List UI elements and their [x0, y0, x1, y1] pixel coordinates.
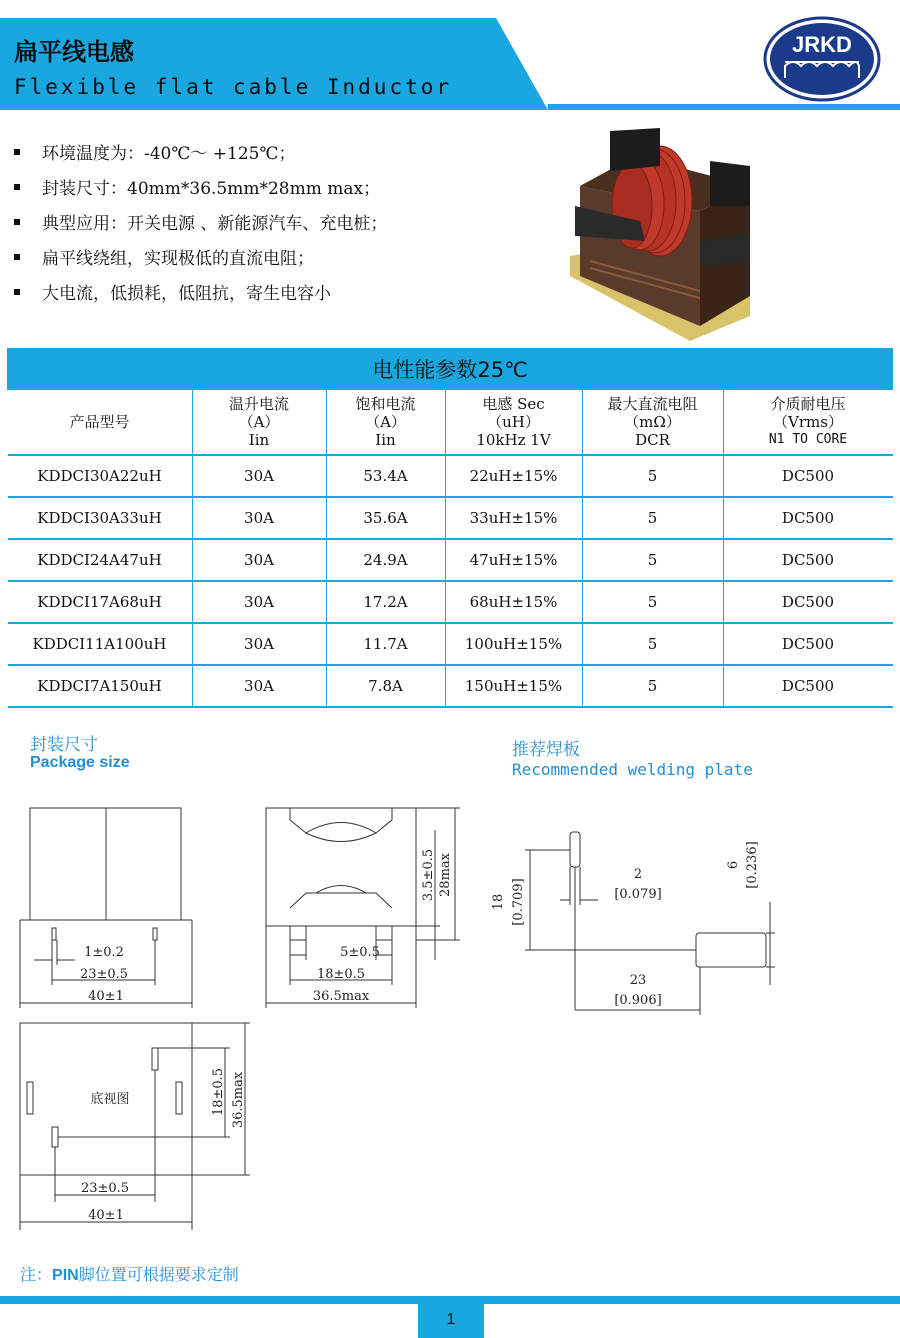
- dim-weld-span-mm: 23: [629, 973, 647, 988]
- table-row: KDDCI30A22uH 30A 53.4A 22uH±15% 5 DC500: [8, 455, 893, 497]
- table-row: KDDCI11A100uH 30A 11.7A 100uH±15% 5 DC500: [8, 623, 893, 665]
- dim-front-pin-span: 23±0.5: [79, 967, 129, 982]
- dim-bottom-depth: 36.5max: [231, 1071, 246, 1129]
- feature-item: 封装尺寸：40mm*36.5mm*28mm max；: [14, 169, 534, 204]
- logo-text: JRKD: [792, 32, 852, 57]
- col-header-inductance: 电感 Sec （uH） 10kHz 1V: [445, 390, 582, 456]
- pin-custom-note: 注：PIN脚位置可根据要求定制: [20, 1265, 239, 1284]
- bottom-view-drawing: [20, 1023, 250, 1230]
- table-row: KDDCI17A68uH 30A 17.2A 68uH±15% 5 DC500: [8, 581, 893, 623]
- bottom-view-label: 底视图: [90, 1092, 130, 1107]
- feature-item: 大电流，低损耗，低阻抗，寄生电容小: [14, 274, 534, 309]
- feature-item: 扁平线绕组，实现极低的直流电阻；: [14, 239, 534, 274]
- page-title-en: Flexible flat cable Inductor: [14, 75, 453, 99]
- table-header-row: [8, 390, 893, 456]
- dim-side-pin-span: 18±0.5: [316, 967, 366, 982]
- dim-side-height: 28max: [438, 853, 453, 897]
- dim-weld-width-in: [0.079]: [614, 887, 662, 902]
- bullet-icon: [14, 149, 20, 155]
- dim-front-pin-width: 1±0.2: [84, 945, 124, 960]
- bullet-icon: [14, 184, 20, 190]
- feature-item: 典型应用：开关电源 、新能源汽车、充电桩；: [14, 204, 534, 239]
- inductor-product-image: [550, 126, 760, 341]
- dim-weld-height-mm: 18: [491, 893, 506, 911]
- col-header-saturation-current: 饱和电流 （A） Iin: [326, 390, 445, 456]
- feature-item: 环境温度为：-40℃～ +125℃；: [14, 134, 534, 169]
- table-band-title: 电性能参数25℃: [8, 349, 893, 390]
- dim-bottom-pin-span-y: 18±0.5: [211, 1067, 226, 1117]
- col-header-temp-rise-current: 温升电流 （A） Iin: [192, 390, 326, 456]
- spec-table: [7, 348, 893, 708]
- package-size-title-en: Package size: [30, 754, 130, 771]
- dim-weld-pad-in: [0.236]: [745, 841, 760, 889]
- bullet-icon: [14, 289, 20, 295]
- bullet-icon: [14, 219, 20, 225]
- feature-list: [14, 134, 534, 309]
- dim-weld-pad-mm: 6: [726, 860, 741, 870]
- dim-side-standoff: 3.5±0.5: [421, 848, 436, 902]
- welding-plate-title-en: Recommended welding plate: [512, 760, 753, 779]
- col-header-model: 产品型号: [8, 390, 193, 456]
- dim-side-depth: 36.5max: [312, 989, 370, 1004]
- table-row: KDDCI30A33uH 30A 35.6A 33uH±15% 5 DC500: [8, 497, 893, 539]
- dim-side-pin-width: 5±0.5: [340, 945, 380, 960]
- company-logo: [763, 16, 881, 102]
- dim-weld-width-mm: 2: [633, 867, 643, 882]
- page-number: 1: [418, 1304, 484, 1338]
- table-row: KDDCI24A47uH 30A 24.9A 47uH±15% 5 DC500: [8, 539, 893, 581]
- welding-plate-title-cn: 推荐焊板: [512, 740, 580, 760]
- dim-bottom-pin-span-x: 23±0.5: [80, 1181, 130, 1196]
- bullet-icon: [14, 254, 20, 260]
- welding-plate-drawing: [525, 832, 775, 1015]
- col-header-withstand-voltage: 介质耐电压 （Vrms） N1 TO CORE: [723, 390, 893, 456]
- table-row: KDDCI7A150uH 30A 7.8A 150uH±15% 5 DC500: [8, 665, 893, 707]
- package-size-title-cn: 封装尺寸: [30, 735, 98, 755]
- footer-band: [0, 1296, 900, 1304]
- dim-bottom-width: 40±1: [88, 1208, 124, 1223]
- dimension-drawings: [0, 790, 900, 1250]
- col-header-dcr: 最大直流电阻 （mΩ） DCR: [582, 390, 723, 456]
- dim-weld-span-in: [0.906]: [614, 993, 662, 1008]
- dim-front-width: 40±1: [88, 989, 124, 1004]
- dim-weld-height-in: [0.709]: [511, 878, 526, 926]
- page-title-cn: 扁平线电感: [14, 38, 134, 66]
